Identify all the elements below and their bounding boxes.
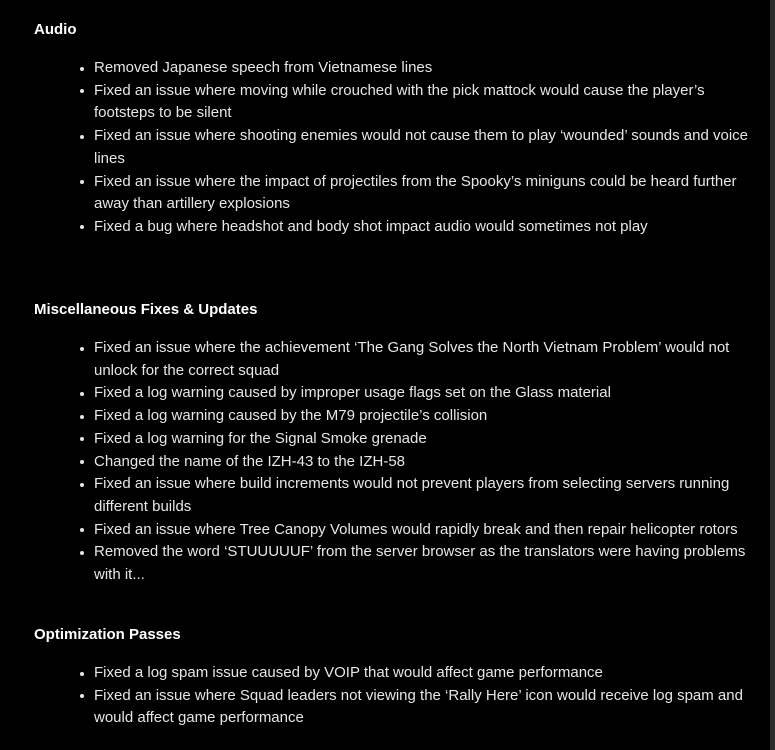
list-item: Fixed a bug where headshot and body shot impact audio would sometimes not play xyxy=(94,216,764,239)
list-item: Fixed an issue where shooting enemies would not cause them to play ‘wounded’ sounds and voice lines xyxy=(94,125,764,170)
section-title-audio: Audio xyxy=(34,21,77,38)
section-title-misc: Miscellaneous Fixes & Updates xyxy=(34,301,258,318)
list-item: Fixed a log spam issue caused by VOIP that would affect game performance xyxy=(94,662,764,685)
list-item: Fixed a log warning caused by the M79 projectile’s collision xyxy=(94,405,764,428)
section-title-optimization: Optimization Passes xyxy=(34,626,181,643)
list-item: Fixed an issue where the impact of projectiles from the Spooky’s miniguns could be heard further away than artillery explosions xyxy=(94,171,764,216)
list-item: Fixed an issue where the achievement ‘The Gang Solves the North Vietnam Problem’ would not unlock for the correct squad xyxy=(94,337,764,382)
list-item: Fixed a log warning for the Signal Smoke grenade xyxy=(94,428,764,451)
list-item: Fixed a log warning caused by improper usage flags set on the Glass material xyxy=(94,382,764,405)
list-item: Fixed an issue where Tree Canopy Volumes would rapidly break and then repair helicopter rotors xyxy=(94,519,764,542)
optimization-list xyxy=(94,662,764,730)
list-item: Fixed an issue where build increments would not prevent players from selecting servers running different builds xyxy=(94,473,764,518)
list-item: Fixed an issue where moving while crouched with the pick mattock would cause the player’s footsteps to be silent xyxy=(94,80,764,125)
misc-list xyxy=(94,337,764,587)
list-item: Removed Japanese speech from Vietnamese lines xyxy=(94,57,764,80)
audio-list xyxy=(94,57,764,239)
list-item: Fixed an issue where Squad leaders not viewing the ‘Rally Here’ icon would receive log spam and would affect game performance xyxy=(94,685,764,730)
list-item: Changed the name of the IZH-43 to the IZH-58 xyxy=(94,451,764,474)
scrollbar-track[interactable] xyxy=(770,0,775,750)
list-item: Removed the word ‘STUUUUUF’ from the server browser as the translators were having problems with it... xyxy=(94,541,764,586)
